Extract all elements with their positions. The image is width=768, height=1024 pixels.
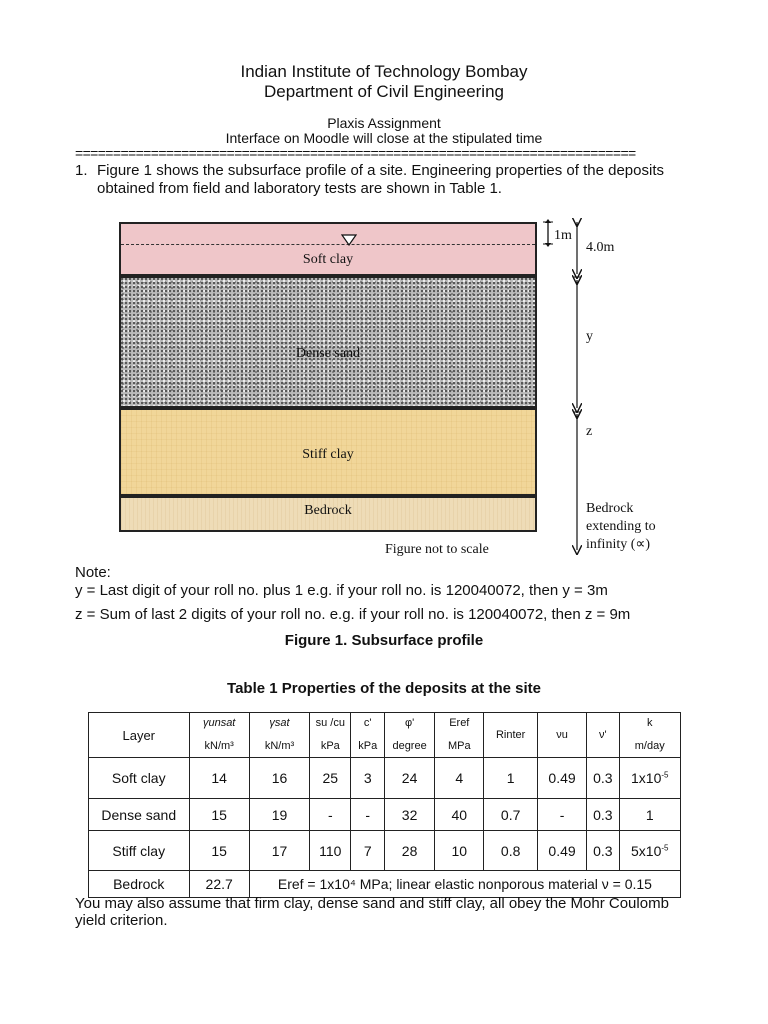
assignment-title: Plaxis Assignment <box>327 115 441 131</box>
water-table-line <box>121 244 535 245</box>
footer-line2: yield criterion. <box>75 912 168 929</box>
cell-nu-u: 0.49 <box>537 831 586 871</box>
bedrock-note-line2: extending to <box>586 519 656 534</box>
cell-su: - <box>310 799 351 831</box>
footer-line1: You may also assume that firm clay, dense sand and stiff clay, all obey the Mohr Coulomb <box>75 895 669 912</box>
dim-y: y <box>586 329 593 344</box>
moodle-notice: Interface on Moodle will close at the stipulated time <box>225 130 543 146</box>
z-note: z = Sum of last 2 digits of your roll no. e.g. if your roll no. is 120040072, then z = 9m <box>75 606 631 623</box>
cell-gamma-sat: 17 <box>249 831 309 871</box>
cell-eref: 10 <box>435 831 484 871</box>
bedrock-note <box>586 500 656 554</box>
cell-nu: 0.3 <box>587 758 619 799</box>
institute-title: Indian Institute of Technology Bombay <box>240 62 528 81</box>
header-friction-angle: φ' degree <box>384 713 434 758</box>
cell-nu-u: - <box>537 799 586 831</box>
cell-gamma-sat: 19 <box>249 799 309 831</box>
dense-sand-label: Dense sand <box>295 346 361 361</box>
water-table-icon <box>341 234 357 246</box>
bedrock-note-line3: infinity (∝) <box>586 537 651 552</box>
table-caption: Table 1 Properties of the deposits at the site <box>227 680 541 697</box>
cell-layer: Bedrock <box>89 871 190 898</box>
properties-table <box>88 712 681 898</box>
header-layer: Layer <box>89 713 190 758</box>
bedrock-label: Bedrock <box>304 503 352 518</box>
cell-k: $5x10^{-5}$ <box>619 831 681 871</box>
cell-gamma-unsat: 15 <box>189 799 249 831</box>
cell-rinter: 0.8 <box>484 831 538 871</box>
cell-gamma-unsat: 15 <box>189 831 249 871</box>
header-gamma-sat: γsat kN/m³ <box>249 713 309 758</box>
cell-eref: 40 <box>435 799 484 831</box>
bedrock-note-line1: Bedrock <box>586 501 634 516</box>
note-label: Note: <box>75 564 111 581</box>
cell-rinter: 0.7 <box>484 799 538 831</box>
question-number: 1. <box>75 162 88 179</box>
cell-gamma-unsat: 14 <box>189 758 249 799</box>
dense-sand-layer <box>119 276 537 408</box>
cell-nu: 0.3 <box>587 831 619 871</box>
not-to-scale-note: Figure not to scale <box>385 542 489 557</box>
header-nu-u: νu <box>537 713 586 758</box>
dim-water-depth: 1m <box>554 228 572 243</box>
header-k: k m/day <box>619 713 681 758</box>
header-eref: Eref MPa <box>435 713 484 758</box>
cell-gamma-unsat: 22.7 <box>189 871 249 898</box>
cell-bedrock-properties: Eref = 1x10⁴ MPa; linear elastic nonporous material ν = 0.15 <box>249 871 680 898</box>
department-title: Department of Civil Engineering <box>263 82 504 101</box>
table-row-bedrock <box>89 871 681 898</box>
cell-phi: 24 <box>384 758 434 799</box>
soft-clay-layer <box>119 222 537 276</box>
header-rinter: Rinter <box>484 713 538 758</box>
cell-eref: 4 <box>435 758 484 799</box>
table-row <box>89 799 681 831</box>
cell-gamma-sat: 16 <box>249 758 309 799</box>
dim-soft-clay-thickness: 4.0m <box>586 240 615 255</box>
dim-z: z <box>586 424 593 439</box>
cell-phi: 32 <box>384 799 434 831</box>
soft-clay-label: Soft clay <box>302 252 354 267</box>
cell-layer: Dense sand <box>89 799 190 831</box>
cell-rinter: 1 <box>484 758 538 799</box>
cell-nu-u: 0.49 <box>537 758 586 799</box>
stiff-clay-layer <box>119 408 537 496</box>
question-text-line2: obtained from field and laboratory tests are shown in Table 1. <box>97 180 502 197</box>
cell-su: 110 <box>310 831 351 871</box>
table-header-row <box>89 713 681 758</box>
separator-line: ========================================================================== <box>75 145 636 161</box>
cell-layer: Stiff clay <box>89 831 190 871</box>
cell-c: - <box>351 799 385 831</box>
cell-nu: 0.3 <box>587 799 619 831</box>
question-text-line1: Figure 1 shows the subsurface profile of a site. Engineering properties of the deposits <box>97 162 664 179</box>
table-row <box>89 758 681 799</box>
stiff-clay-label: Stiff clay <box>302 447 354 462</box>
header-su-cu: su /cu kPa <box>310 713 351 758</box>
figure-caption: Figure 1. Subsurface profile <box>284 632 484 649</box>
table-row <box>89 831 681 871</box>
cell-su: 25 <box>310 758 351 799</box>
cell-phi: 28 <box>384 831 434 871</box>
cell-c: 7 <box>351 831 385 871</box>
cell-k: 1 <box>619 799 681 831</box>
bedrock-layer <box>119 496 537 532</box>
cell-k: $1x10^{-5}$ <box>619 758 681 799</box>
cell-c: 3 <box>351 758 385 799</box>
header-gamma-unsat: γunsat kN/m³ <box>189 713 249 758</box>
header-cohesion: c' kPa <box>351 713 385 758</box>
cell-layer: Soft clay <box>89 758 190 799</box>
y-note: y = Last digit of your roll no. plus 1 e.g. if your roll no. is 120040072, then y = 3m <box>75 582 608 599</box>
header-nu: ν' <box>587 713 619 758</box>
